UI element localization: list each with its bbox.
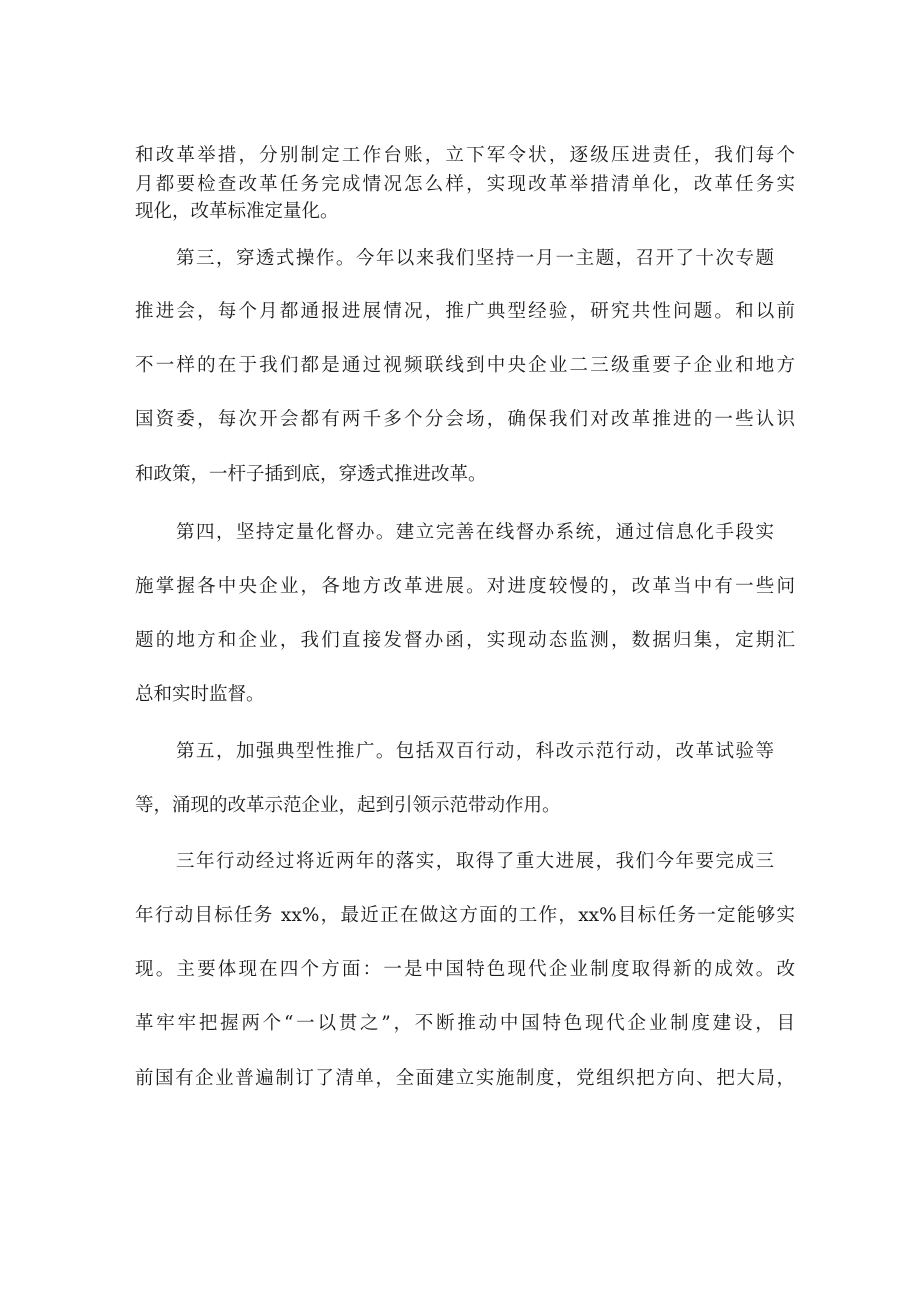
paragraph-first-line: 第三，穿透式操作。今年以来我们坚持一月一主题，召开了十次专题 (176, 248, 774, 269)
text-line: 和政策，一杆子插到底，穿透式推进改革。 (135, 464, 487, 485)
text-line: 推进会，每个月都通报进展情况，推广典型经验，研究共性问题。和以前 (135, 301, 795, 322)
paragraph-first-line: 第五，加强典型性推广。包括双百行动，科改示范行动，改革试验等 (176, 741, 774, 762)
text-line: 现化，改革标准定量化。 (135, 201, 339, 222)
text-line: 施掌握各中央企业，各地方改革进展。对进度较慢的，改革当中有一些问 (135, 576, 795, 597)
text-line: 年行动目标任务 xx%，最近正在做这方面的工作，xx%目标任务一定能够实 (135, 905, 795, 926)
text-line: 月都要检查改革任务完成情况怎么样，实现改革举措清单化，改革任务实 (135, 174, 795, 195)
text-line: 题的地方和企业，我们直接发督办函，实现动态监测，数据归集，定期汇 (135, 630, 795, 651)
text-line: 现。主要体现在四个方面：一是中国特色现代企业制度取得新的成效。改 (135, 959, 795, 980)
text-line: 前国有企业普遍制订了清单，全面建立实施制度，党组织把方向、把大局， (135, 1068, 795, 1089)
text-line: 革牢牢把握两个“一以贯之”，不断推动中国特色现代企业制度建设，目 (135, 1013, 795, 1034)
text-line: 和改革举措，分别制定工作台账，立下军令状，逐级压进责任，我们每个 (135, 145, 795, 166)
text-line: 不一样的在于我们都是通过视频联线到中央企业二三级重要子企业和地方 (135, 355, 795, 376)
paragraph-first-line: 第四，坚持定量化督办。建立完善在线督办系统，通过信息化手段实 (176, 522, 774, 543)
paragraph-first-line: 三年行动经过将近两年的落实，取得了重大进展，我们今年要完成三 (176, 851, 774, 872)
text-line: 等，涌现的改革示范企业，起到引领示范带动作用。 (135, 795, 561, 816)
text-line: 总和实时监督。 (135, 684, 265, 705)
text-line: 国资委，每次开会都有两千多个分会场，确保我们对改革推进的一些认识 (135, 409, 795, 430)
